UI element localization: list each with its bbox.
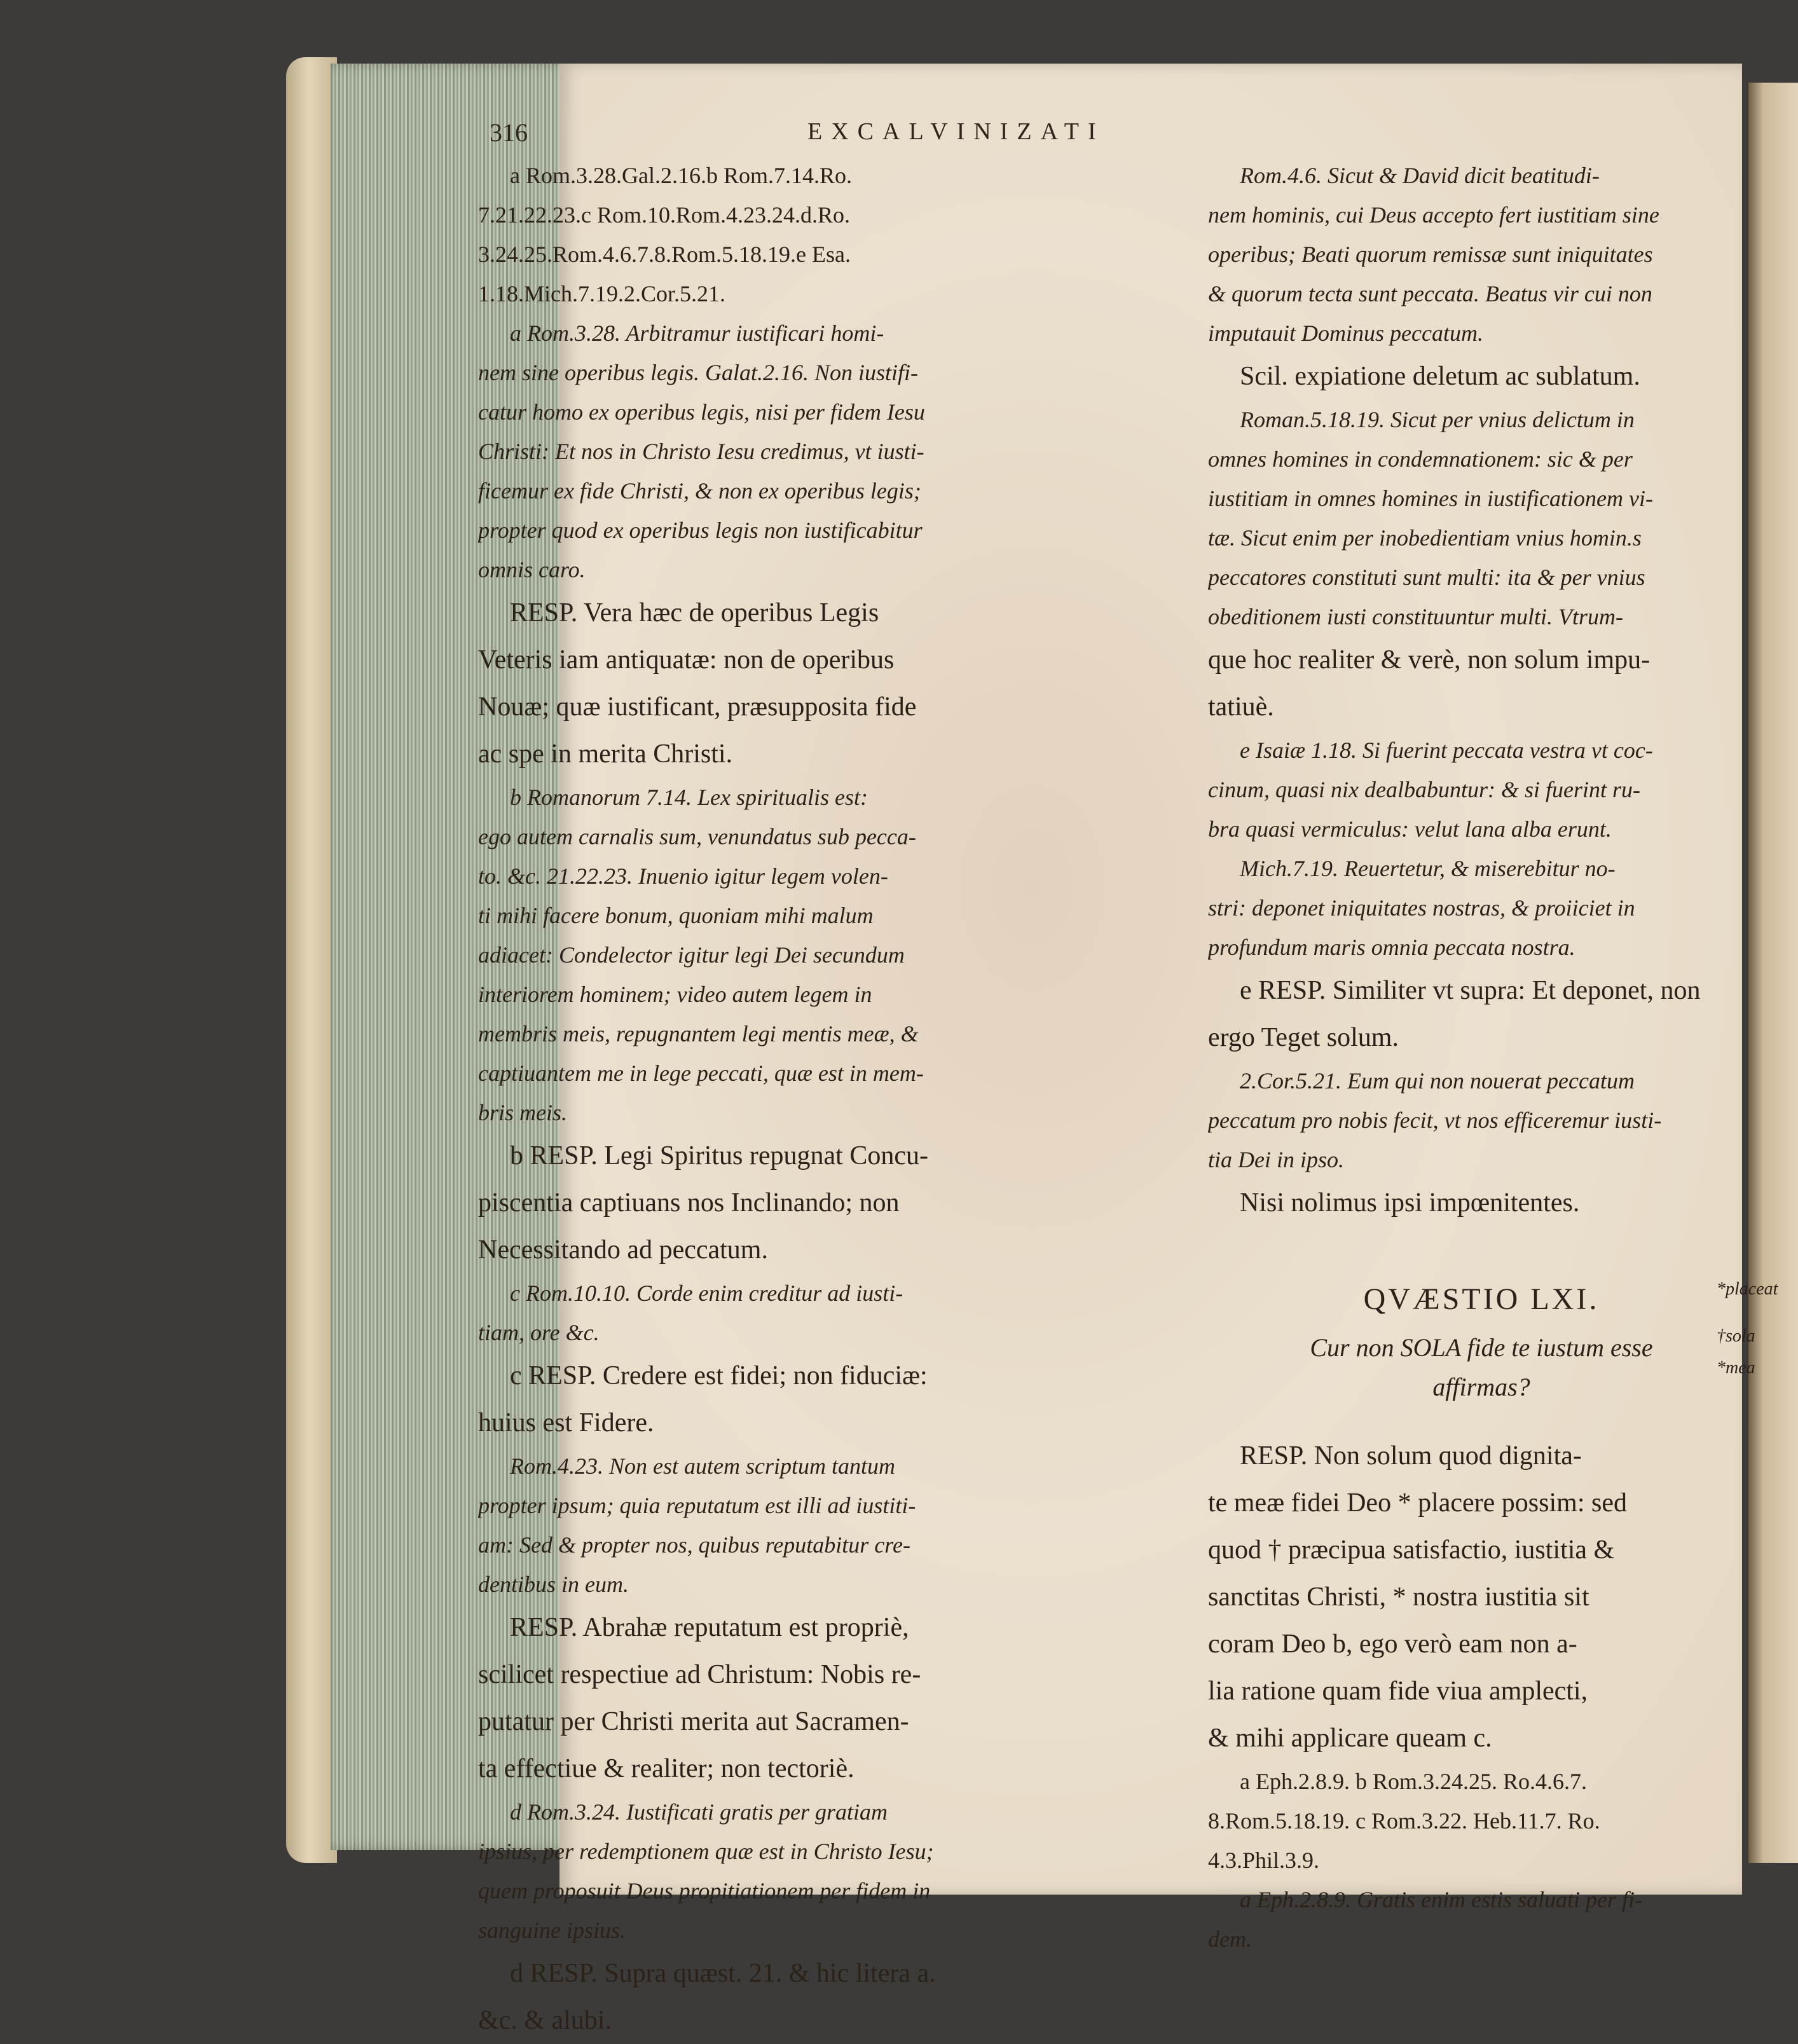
left-column-line: piscentia captiuans nos Inclinando; non [478,1188,900,1217]
answer-line: sanctitas Christi, * nostra iustitia sit [1208,1582,1589,1612]
left-column-line: 7.21.22.23.c Rom.10.Rom.4.23.24.d.Ro. [478,202,851,228]
left-column-line: Nouæ; quæ iustificant, præsupposita fide [478,692,917,722]
left-column-line: &c. & alubi. [478,2006,612,2035]
right-column-line: Mich.7.19. Reuertetur, & miserebitur no- [1240,856,1616,881]
left-column-line: ta effectiue & realiter; non tectoriè. [478,1754,854,1783]
right-column-line: obeditionem iusti constituuntur multi. Vtrum- [1208,604,1623,629]
right-column-line: Roman.5.18.19. Sicut per vnius delictum in [1240,407,1635,432]
margin-note-1: *placeat [1717,1279,1778,1299]
running-title: EXCALVINIZATI [807,118,1105,145]
left-column-line: membris meis, repugnantem legi mentis meæ, & [478,1021,919,1046]
right-column-line: stri: deponet iniquitates nostras, & proiiciet in [1208,895,1635,921]
right-column [1208,156,1798,1959]
left-column-line: RESP. Vera hæc de operibus Legis [510,598,879,628]
left-column-line: sanguine ipsius. [478,1917,626,1943]
left-column-line: d Rom.3.24. Iustificati gratis per gratiam [510,1799,888,1825]
right-column-line: ergo Teget solum. [1208,1023,1399,1052]
left-column-line: propter ipsum; quia reputatum est illi ad iustiti- [478,1493,916,1518]
left-column-line: Christi: Et nos in Christo Iesu credimus, vt iusti- [478,439,924,464]
left-column-line: b Romanorum 7.14. Lex spiritualis est: [510,785,868,810]
answer-line: a Eph.2.8.9. Gratis enim estis saluati per fi- [1240,1887,1642,1912]
right-column-line: Scil. expiatione deletum ac sublatum. [1240,362,1640,391]
left-column-line: nem sine operibus legis. Galat.2.16. Non iustifi- [478,360,918,385]
left-column-line: d RESP. Supra quæst. 21. & hic litera a. [510,1959,936,1988]
right-column-text [1208,156,1798,1226]
left-column-line: Rom.4.23. Non est autem scriptum tantum [510,1453,895,1479]
left-column-line: omnis caro. [478,557,586,582]
left-column-line: ac spe in merita Christi. [478,739,733,769]
book-binding [286,57,337,1863]
left-column-line: c RESP. Credere est fidei; non fiduciæ: [510,1361,928,1390]
right-column-line: Nisi nolimus ipsi impœnitentes. [1240,1188,1580,1217]
answer-line: RESP. Non solum quod dignita- [1240,1441,1582,1471]
left-column-line: a Rom.3.28.Gal.2.16.b Rom.7.14.Ro. [510,163,852,188]
left-column-line: catur homo ex operibus legis, nisi per fidem Iesu [478,399,925,425]
question-subtitle-line-2: affirmas? [1432,1373,1530,1401]
left-column-line: a Rom.3.28. Arbitramur iustificari homi- [510,320,884,346]
right-column-line: & quorum tecta sunt peccata. Beatus vir cui non [1208,281,1652,306]
left-column-line: 3.24.25.Rom.4.6.7.8.Rom.5.18.19.e Esa. [478,242,851,267]
left-column-line: ego autem carnalis sum, venundatus sub pecca- [478,824,916,849]
answer-line: dem. [1208,1926,1252,1952]
right-column-line: tia Dei in ipso. [1208,1147,1344,1172]
answer-line: a Eph.2.8.9. b Rom.3.24.25. Ro.4.6.7. [1240,1769,1587,1794]
left-column-line: c Rom.10.10. Corde enim creditur ad iusti- [510,1280,903,1306]
left-column-line: Necessitando ad peccatum. [478,1235,768,1265]
left-column-line: ti mihi facere bonum, quoniam mihi malum [478,903,874,928]
left-column-line: captiuantem me in lege peccati, quæ est in mem- [478,1060,924,1086]
answer-line: 8.Rom.5.18.19. c Rom.3.22. Heb.11.7. Ro. [1208,1808,1600,1834]
left-column-line: adiacet: Condelector igitur legi Dei secundum [478,942,905,968]
left-column-line: tiam, ore &c. [478,1320,600,1345]
left-column-line: putatur per Christi merita aut Sacramen- [478,1707,909,1736]
left-column-line: bris meis. [478,1100,568,1125]
left-column-line: b RESP. Legi Spiritus repugnat Concu- [510,1141,928,1170]
answer-line: & mihi applicare queam c. [1208,1724,1492,1753]
left-column-line: interiorem hominem; video autem legem in [478,982,872,1007]
margin-note-3: *mea [1717,1358,1755,1378]
right-column-line: que hoc realiter & verè, non solum impu- [1208,645,1650,675]
left-column-line: Veteris iam antiquatæ: non de operibus [478,645,895,675]
right-column-line: e RESP. Similiter vt supra: Et deponet, non [1240,976,1701,1005]
right-column-line: e Isaiæ 1.18. Si fuerint peccata vestra vt coc- [1240,737,1653,763]
left-column-line: quem proposuit Deus propitiationem per fidem in [478,1878,931,1903]
right-column-line: cinum, quasi nix dealbabuntur: & si fuerint ru- [1208,777,1640,802]
left-column-line: ipsius, per redemptionem quæ est in Christo Iesu; [478,1839,934,1864]
right-column-line: tatiuè. [1208,692,1274,722]
left-column-line: 1.18.Mich.7.19.2.Cor.5.21. [478,281,726,306]
right-column-line: Rom.4.6. Sicut & David dicit beatitudi- [1240,163,1600,188]
answer-line: 4.3.Phil.3.9. [1208,1848,1320,1873]
right-column-line: peccatum pro nobis fecit, vt nos efficeremur iusti- [1208,1108,1662,1133]
right-column-line: peccatores constituti sunt multi: ita & per vnius [1208,565,1645,590]
right-column-line: tæ. Sicut enim per inobedientiam vnius homin.s [1208,525,1642,551]
page-number: 316 [490,118,528,147]
answer-line: te meæ fidei Deo * placere possim: sed [1208,1488,1627,1518]
left-column-line: propter quod ex operibus legis non iustificabitur [478,518,923,543]
answer-line: quod † præcipua satisfactio, iustitia & [1208,1535,1615,1565]
right-column-line: omnes homines in condemnationem: sic & per [1208,446,1633,472]
left-column-line: scilicet respectiue ad Christum: Nobis re- [478,1660,921,1689]
answer-text [1208,1432,1798,1959]
right-column-line: bra quasi vermiculus: velut lana alba erunt. [1208,816,1612,842]
right-column-line: imputauit Dominus peccatum. [1208,320,1483,346]
answer-line: coram Deo b, ego verò eam non a- [1208,1629,1577,1659]
left-column-line: am: Sed & propter nos, quibus reputabitur cre- [478,1532,910,1558]
answer-line: lia ratione quam fide viua amplecti, [1208,1677,1588,1706]
question-heading: QVÆSTIO LXI. [1363,1282,1600,1316]
question-subtitle-line-1: Cur non SOLA fide te iustum esse [1310,1333,1653,1362]
left-column-line: dentibus in eum. [478,1572,629,1597]
left-column-line: RESP. Abrahæ reputatum est propriè, [510,1613,909,1642]
right-column-line: profundum maris omnia peccata nostra. [1208,935,1575,960]
right-column-line: operibus; Beati quorum remissæ sunt iniquitates [1208,242,1653,267]
left-column [478,156,1181,2044]
right-column-line: iustitiam in omnes homines in iustificationem vi- [1208,486,1653,511]
margin-note-2: †sola [1717,1326,1755,1346]
left-column-line: huius est Fidere. [478,1408,654,1437]
right-column-line: 2.Cor.5.21. Eum qui non nouerat peccatum [1240,1068,1635,1094]
right-column-line: nem hominis, cui Deus accepto fert iustitiam sine [1208,202,1659,228]
left-column-line: ficemur ex fide Christi, & non ex operibus legis; [478,478,921,504]
left-column-line: to. &c. 21.22.23. Inuenio igitur legem volen- [478,863,888,889]
